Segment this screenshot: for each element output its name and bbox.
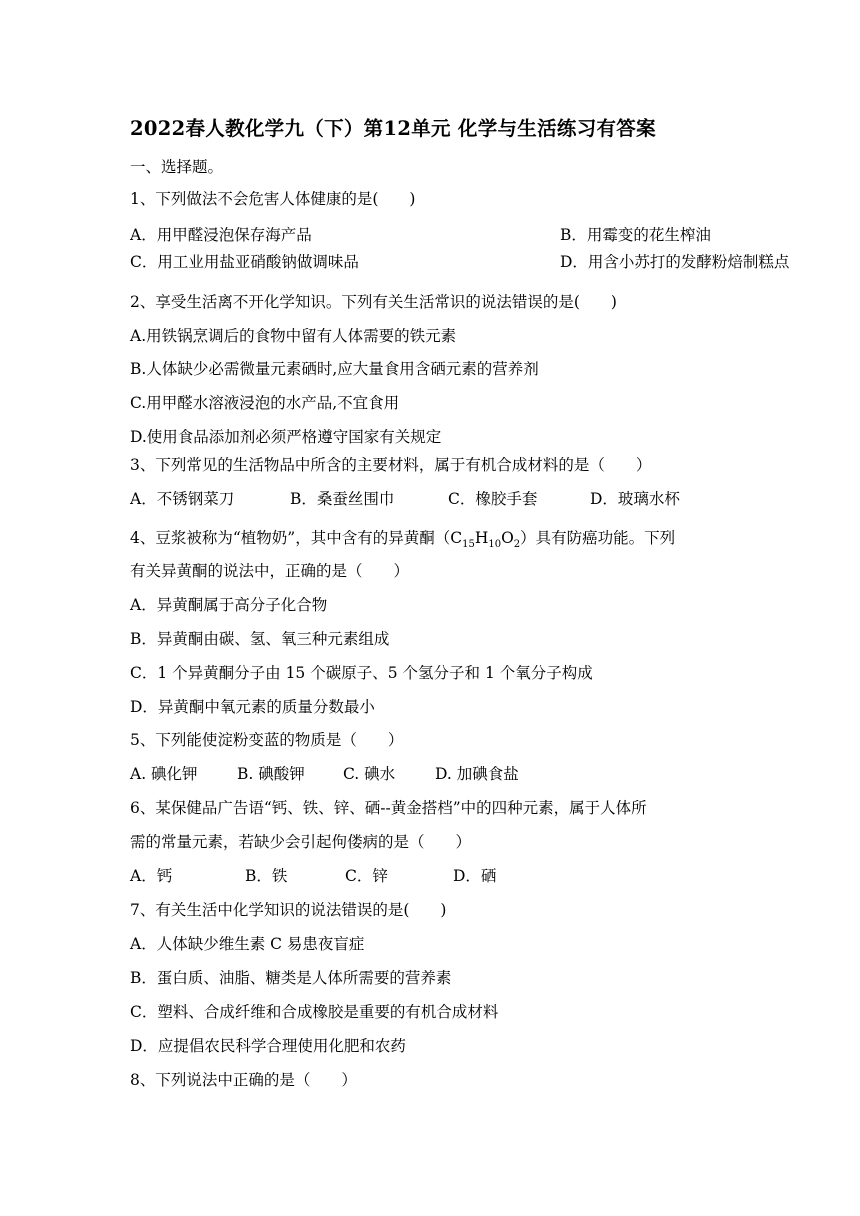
subscript: 2 bbox=[513, 539, 521, 551]
question-7-option-a: A．人体缺少维生素 C 易患夜盲症 bbox=[130, 935, 365, 953]
option-c: C. 碘水 bbox=[343, 765, 396, 783]
question-4-option-c: C．1 个异黄酮分子由 15 个碳原子、5 个氢分子和 1 个氧分子构成 bbox=[130, 664, 593, 682]
question-2-option-d: D.使用食品添加剂必须严格遵守国家有关规定 bbox=[130, 428, 442, 446]
option-a: A．用甲醛浸泡保存海产品 bbox=[130, 226, 312, 244]
option-d: D．玻璃水杯 bbox=[590, 490, 680, 508]
question-2-option-a: A.用铁锅烹调后的食物中留有人体需要的铁元素 bbox=[130, 327, 457, 345]
question-1-stem: 1、下列做法不会危害人体健康的是( ) bbox=[130, 190, 416, 208]
option-b: B．用霉变的花生榨油 bbox=[560, 226, 711, 244]
subscript: 15 bbox=[462, 539, 475, 551]
question-5-options bbox=[130, 763, 519, 785]
question-4-option-a: A．异黄酮属于高分子化合物 bbox=[130, 596, 328, 614]
question-5-stem: 5、下列能使淀粉变蓝的物质是（ ） bbox=[130, 731, 404, 749]
question-3-stem: 3、下列常见的生活物品中所含的主要材料，属于有机合成材料的是（ ） bbox=[130, 456, 652, 474]
question-6-options bbox=[130, 865, 497, 887]
question-8-stem: 8、下列说法中正确的是（ ） bbox=[130, 1071, 357, 1089]
question-4-stem-line2: 有关异黄酮的说法中，正确的是（ ） bbox=[130, 562, 410, 580]
question-2-option-c: C.用甲醛水溶液浸泡的水产品,不宜食用 bbox=[130, 394, 400, 412]
question-6-stem-line1: 6、某保健品广告语“钙、铁、锌、硒--黄金搭档”中的四种元素，属于人体所 bbox=[130, 799, 647, 817]
question-1-options-row2 bbox=[130, 251, 790, 273]
option-d: D．用含小苏打的发酵粉焙制糕点 bbox=[560, 253, 790, 271]
option-a: A．钙 bbox=[130, 867, 173, 885]
option-d: D．硒 bbox=[453, 867, 497, 885]
question-4-option-d: D．异黄酮中氧元素的质量分数最小 bbox=[130, 698, 375, 716]
question-7-stem: 7、有关生活中化学知识的说法错误的是( ) bbox=[130, 901, 447, 919]
question-4-stem-line1: 4、豆浆被称为“植物奶”，其中含有的异黄酮$(C_{15}H_{10}O_2)$具有防癌功能。下列 bbox=[130, 529, 676, 551]
document-title: 2022春人教化学九（下）第12单元 化学与生活练习有答案 bbox=[130, 117, 656, 140]
question-2-stem: 2、享受生活离不开化学知识。下列有关生活常识的说法错误的是( ) bbox=[130, 293, 617, 311]
question-7-option-b: B．蛋白质、油脂、糖类是人体所需要的营养素 bbox=[130, 969, 452, 987]
option-b: B．铁 bbox=[245, 867, 288, 885]
option-c: C．用工业用盐亚硝酸钠做调味品 bbox=[130, 253, 359, 271]
option-a: A. 碘化钾 bbox=[130, 765, 198, 783]
option-c: C．锌 bbox=[345, 867, 388, 885]
option-c: C．橡胶手套 bbox=[448, 490, 538, 508]
question-7-option-c: C．塑料、合成纤维和合成橡胶是重要的有机合成材料 bbox=[130, 1003, 499, 1021]
option-d: D. 加碘食盐 bbox=[435, 765, 519, 783]
subscript: 10 bbox=[488, 539, 502, 551]
option-a: A．不锈钢菜刀 bbox=[130, 490, 235, 508]
question-4-option-b: B．异黄酮由碳、氢、氧三种元素组成 bbox=[130, 630, 390, 648]
option-b: B．桑蚕丝围巾 bbox=[290, 490, 395, 508]
question-6-stem-line2: 需的常量元素，若缺少会引起佝偻病的是（ ） bbox=[130, 833, 472, 851]
option-b: B. 碘酸钾 bbox=[237, 765, 305, 783]
question-7-option-d: D．应提倡农民科学合理使用化肥和农药 bbox=[130, 1037, 406, 1055]
question-2-option-b: B.人体缺少必需微量元素硒时,应大量食用含硒元素的营养剂 bbox=[130, 360, 539, 378]
question-1-options-row1 bbox=[130, 224, 711, 246]
section-heading: 一、选择题。 bbox=[130, 158, 224, 176]
question-3-options bbox=[130, 488, 680, 510]
